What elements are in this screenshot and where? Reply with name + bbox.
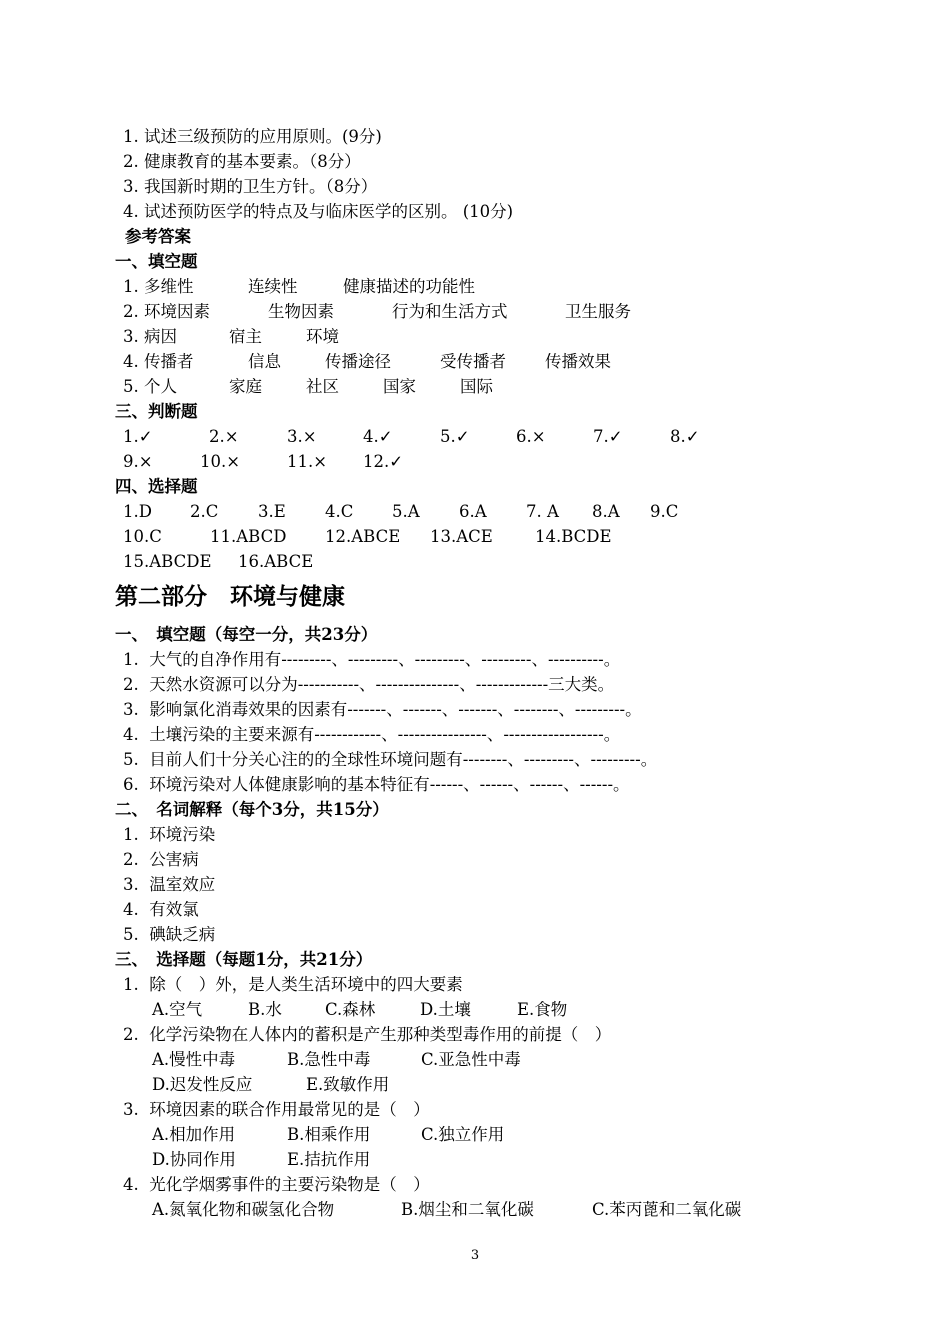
fill-answer-row: 2. 环境因素 生物因素 行为和生活方式 卫生服务	[123, 302, 631, 321]
term-item: 2. 公害病	[123, 850, 199, 869]
question-4: 4. 试述预防医学的特点及与临床医学的区别。 (10分)	[123, 202, 514, 221]
fill-answer-row: 1. 多维性 连续性 健康描述的功能性	[123, 277, 475, 296]
choice-options: A.慢性中毒 B.急性中毒 C.亚急性中毒	[152, 1050, 521, 1069]
fill-item: 6. 环境污染对人体健康影响的基本特征有------、------、------、------。	[123, 775, 630, 794]
choice-options: A.氮氧化物和碳氢化合物 B.烟尘和二氧化碳 C.苯丙蓖和二氧化碳	[152, 1200, 742, 1219]
fill-item: 2. 天然水资源可以分为-----------、---------------、-------------三大类。	[123, 675, 615, 694]
part2-title: 第二部分 环境与健康	[115, 583, 345, 610]
choice-options: D.协同作用 E.拮抗作用	[152, 1150, 371, 1169]
fill-answers-title: 一、填空题	[115, 252, 198, 271]
choice-options: A.相加作用 B.相乘作用 C.独立作用	[152, 1125, 505, 1144]
choice-question-2: 2. 化学污染物在人体内的蓄积是产生那种类型毒作用的前提（ ）	[123, 1025, 612, 1044]
fill-answer-row: 4. 传播者 信息 传播途径 受传播者 传播效果	[123, 352, 611, 371]
judge-answers-title: 三、判断题	[115, 402, 198, 421]
fill-item: 1. 大气的自净作用有---------、---------、---------、---------、----------。	[123, 650, 621, 669]
page-number: 3	[470, 1248, 480, 1263]
fill-item: 3. 影响氯化消毒效果的因素有-------、-------、-------、--------、---------。	[123, 700, 642, 719]
question-2: 2. 健康教育的基本要素。（8分）	[123, 152, 361, 171]
section-terms-title: 二、 名词解释（每个3分，共15分）	[115, 800, 389, 819]
choice-question-4: 4. 光化学烟雾事件的主要污染物是（ ）	[123, 1175, 430, 1194]
choice-answer-row: 15.ABCDE 16.ABCE	[123, 552, 314, 571]
choice-answer-row: 1.D 2.C 3.E 4.C 5.A 6.A 7. A 8.A 9.C	[123, 502, 679, 521]
choice-options: A.空气 B.水 C.森林 D.土壤 E.食物	[152, 1000, 568, 1019]
fill-answer-row: 5. 个人 家庭 社区 国家 国际	[123, 377, 493, 396]
choice-question-1: 1. 除（ ）外，是人类生活环境中的四大要素	[123, 975, 463, 994]
term-item: 5. 碘缺乏病	[123, 925, 216, 944]
section-choice-title: 三、 选择题（每题1分，共21分）	[115, 950, 373, 969]
choice-answer-row: 10.C 11.ABCD 12.ABCE 13.ACE 14.BCDE	[123, 527, 612, 546]
fill-item: 5. 目前人们十分关心注的的全球性环境问题有--------、---------、---------。	[123, 750, 658, 769]
question-3: 3. 我国新时期的卫生方针。（8分）	[123, 177, 378, 196]
fill-answer-row: 3. 病因 宿主 环境	[123, 327, 339, 346]
term-item: 1. 环境污染	[123, 825, 216, 844]
fill-item: 4. 土壤污染的主要来源有------------、----------------、------------------。	[123, 725, 621, 744]
judge-answer-row: 1.✓ 2.× 3.× 4.✓ 5.✓ 6.× 7.✓ 8.✓	[123, 427, 700, 446]
choice-question-3: 3. 环境因素的联合作用最常见的是（ ）	[123, 1100, 430, 1119]
judge-answer-row: 9.× 10.× 11.× 12.✓	[123, 452, 404, 471]
answers-title: 参考答案	[125, 227, 191, 246]
term-item: 3. 温室效应	[123, 875, 216, 894]
term-item: 4. 有效氯	[123, 900, 199, 919]
choice-options: D.迟发性反应 E.致敏作用	[152, 1075, 390, 1094]
section-fill-title: 一、 填空题（每空一分，共23分）	[115, 625, 378, 644]
question-1: 1. 试述三级预防的应用原则。(9分)	[123, 127, 382, 146]
choice-answers-title: 四、选择题	[115, 477, 198, 496]
